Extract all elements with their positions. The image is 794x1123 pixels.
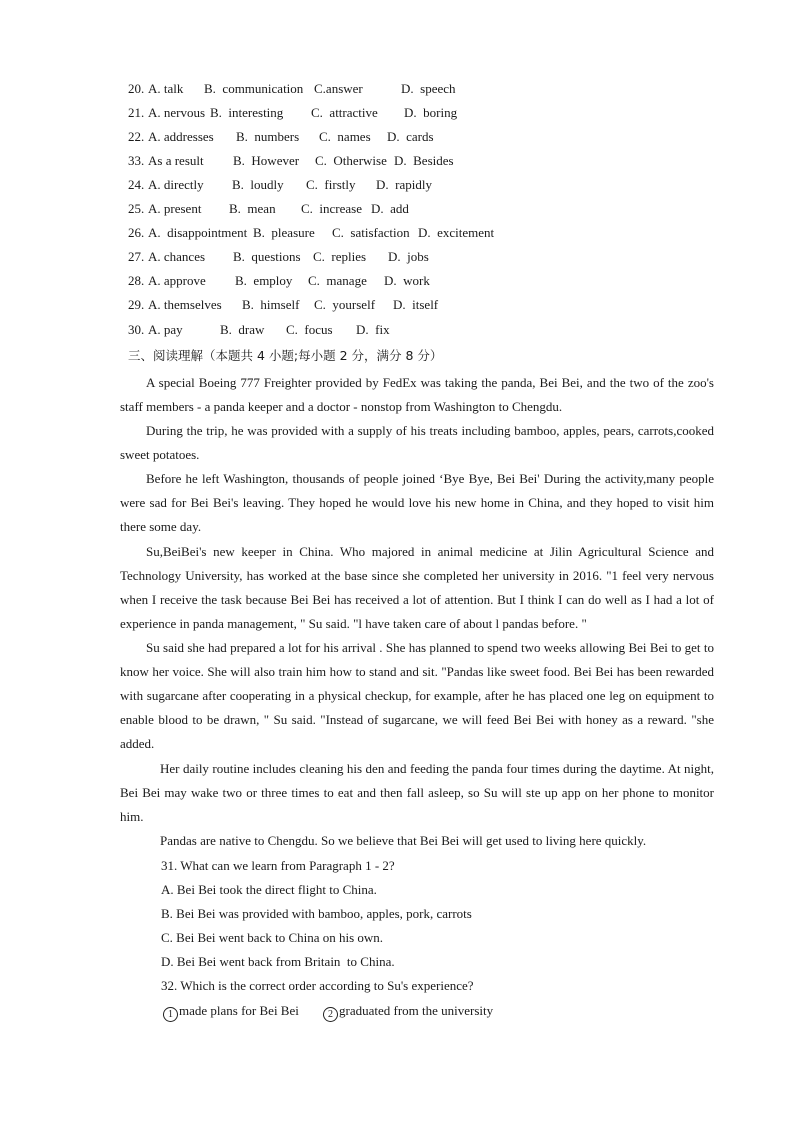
question-number: 20. [128, 81, 145, 96]
option-c: C. manage [308, 273, 367, 288]
option-b: B. communication [204, 81, 304, 96]
option-d: D. jobs [388, 249, 429, 264]
section-heading: 三、阅读理解（本题共 4 小题;每小题 2 分，满分 8 分） [128, 348, 443, 363]
question-number: 30. [128, 322, 145, 337]
option-c: C. Otherwise [315, 153, 387, 168]
option-b: B. interesting [210, 105, 284, 120]
circled-number-2: 2 [323, 1007, 338, 1022]
option-c: C. firstly [306, 177, 356, 192]
option-c: C. yourself [314, 297, 376, 312]
question-number: 21. [128, 105, 145, 120]
option-d: D. boring [404, 105, 458, 120]
question-number: 24. [128, 177, 145, 192]
passage-paragraph: During the trip, he was provided with a supply of his treats including bamboo, apples, pears, carrots,cooked sweet potatoes. [120, 423, 714, 462]
order-item-text: made plans for Bei Bei [179, 1003, 299, 1018]
option-a: A. addresses [148, 129, 214, 144]
option-d: D. fix [356, 322, 390, 337]
order-item-text: graduated from the university [339, 1003, 494, 1018]
option-b: B. draw [220, 322, 265, 337]
option-b: B. numbers [236, 129, 300, 144]
question-31-option-c: C. Bei Bei went back to China on his own. [161, 930, 384, 945]
option-b: B. employ [235, 273, 293, 288]
question-number: 25. [128, 201, 145, 216]
order-item [163, 1003, 299, 1022]
passage-paragraph: Su said she had prepared a lot for his arrival . She has planned to spend two weeks allowing Bei Bei to get to know her voice. She will also train him how to stand and sit. "Pandas like sweet food. Bei Bei has been rewarded with sugarcane after cooperating in a physical checkup, for example, after he has placed one leg on equipment to enable blood to be drawn, " Su said. "Instead of sugarcane, we will feed Bei Bei with honey as a reward. "she added. [120, 640, 714, 751]
option-d: D. work [384, 273, 430, 288]
option-a: As a result [148, 153, 204, 168]
question-31-stem: 31. What can we learn from Paragraph 1 - 2? [161, 858, 395, 873]
question-number: 27. [128, 249, 145, 264]
option-d: D. Besides [394, 153, 454, 168]
option-a: A. pay [148, 322, 183, 337]
option-b: B. himself [242, 297, 300, 312]
question-number: 33. [128, 153, 145, 168]
question-number: 22. [128, 129, 145, 144]
option-d: D. rapidly [376, 177, 432, 192]
question-32-stem: 32. Which is the correct order according to Su's experience? [161, 978, 474, 993]
option-c: C.answer [314, 81, 363, 96]
option-a: A. chances [148, 249, 206, 264]
option-a: A. talk [148, 81, 184, 96]
option-c: C. satisfaction [332, 225, 410, 240]
option-b: B. mean [229, 201, 276, 216]
option-c: C. replies [313, 249, 367, 264]
question-31-option-d: D. Bei Bei went back from Britain to China. [161, 954, 395, 969]
question-31-option-b: B. Bei Bei was provided with bamboo, apples, pork, carrots [161, 906, 472, 921]
option-d: D. add [371, 201, 409, 216]
option-a: A. disappointment [148, 225, 248, 240]
question-number: 29. [128, 297, 145, 312]
option-b: B. loudly [232, 177, 284, 192]
option-a: A. approve [148, 273, 206, 288]
passage-paragraph: Su,BeiBei's new keeper in China. Who majored in animal medicine at Jilin Agricultural Science and Technology University, has worked at the base since she completed her university in 2016. "1 feel very nervous when I receive the task because Bei Bei has received a lot of attention. But I think I can do well as I had a lot of experience in panda management, " Su said. "l have taken care of about l pandas before. " [120, 544, 714, 631]
option-d: D. cards [387, 129, 434, 144]
option-d: D. excitement [418, 225, 495, 240]
option-b: B. pleasure [253, 225, 315, 240]
passage-paragraph: Before he left Washington, thousands of people joined ‘Bye Bye, Bei Bei' During the activity,many people were sad for Bei Bei's leaving. They hoped he would love his new home in China, and they hoped to visit him there some day. [120, 471, 714, 534]
option-d: D. speech [401, 81, 456, 96]
question-number: 28. [128, 273, 145, 288]
option-b: B. However [233, 153, 300, 168]
option-a: A. directly [148, 177, 204, 192]
option-a: A. themselves [148, 297, 222, 312]
option-c: C. attractive [311, 105, 378, 120]
question-32-items [161, 1003, 494, 1067]
passage-paragraph: Her daily routine includes cleaning his den and feeding the panda four times during the daytime. At night, Bei Bei may wake two or three times to eat and then fall asleep, so Su will ste up app on her phone to monitor him. [120, 761, 714, 824]
passage-paragraph: Pandas are native to Chengdu. So we believe that Bei Bei will get used to living here quickly. [160, 833, 647, 848]
option-c: C. increase [301, 201, 363, 216]
question-31-option-a: A. Bei Bei took the direct flight to China. [161, 882, 377, 897]
option-a: A. nervous [148, 105, 206, 120]
option-d: D. itself [393, 297, 439, 312]
order-item [323, 1003, 493, 1022]
option-c: C. names [319, 129, 371, 144]
option-b: B. questions [233, 249, 301, 264]
passage-paragraph: A special Boeing 777 Freighter provided by FedEx was taking the panda, Bei Bei, and the two of the zoo's staff members - a panda keeper and a doctor - nonstop from Washington to Chengdu. [120, 375, 714, 414]
option-a: A. present [148, 201, 202, 216]
circled-number-1: 1 [163, 1007, 178, 1022]
option-c: C. focus [286, 322, 333, 337]
question-number: 26. [128, 225, 145, 240]
